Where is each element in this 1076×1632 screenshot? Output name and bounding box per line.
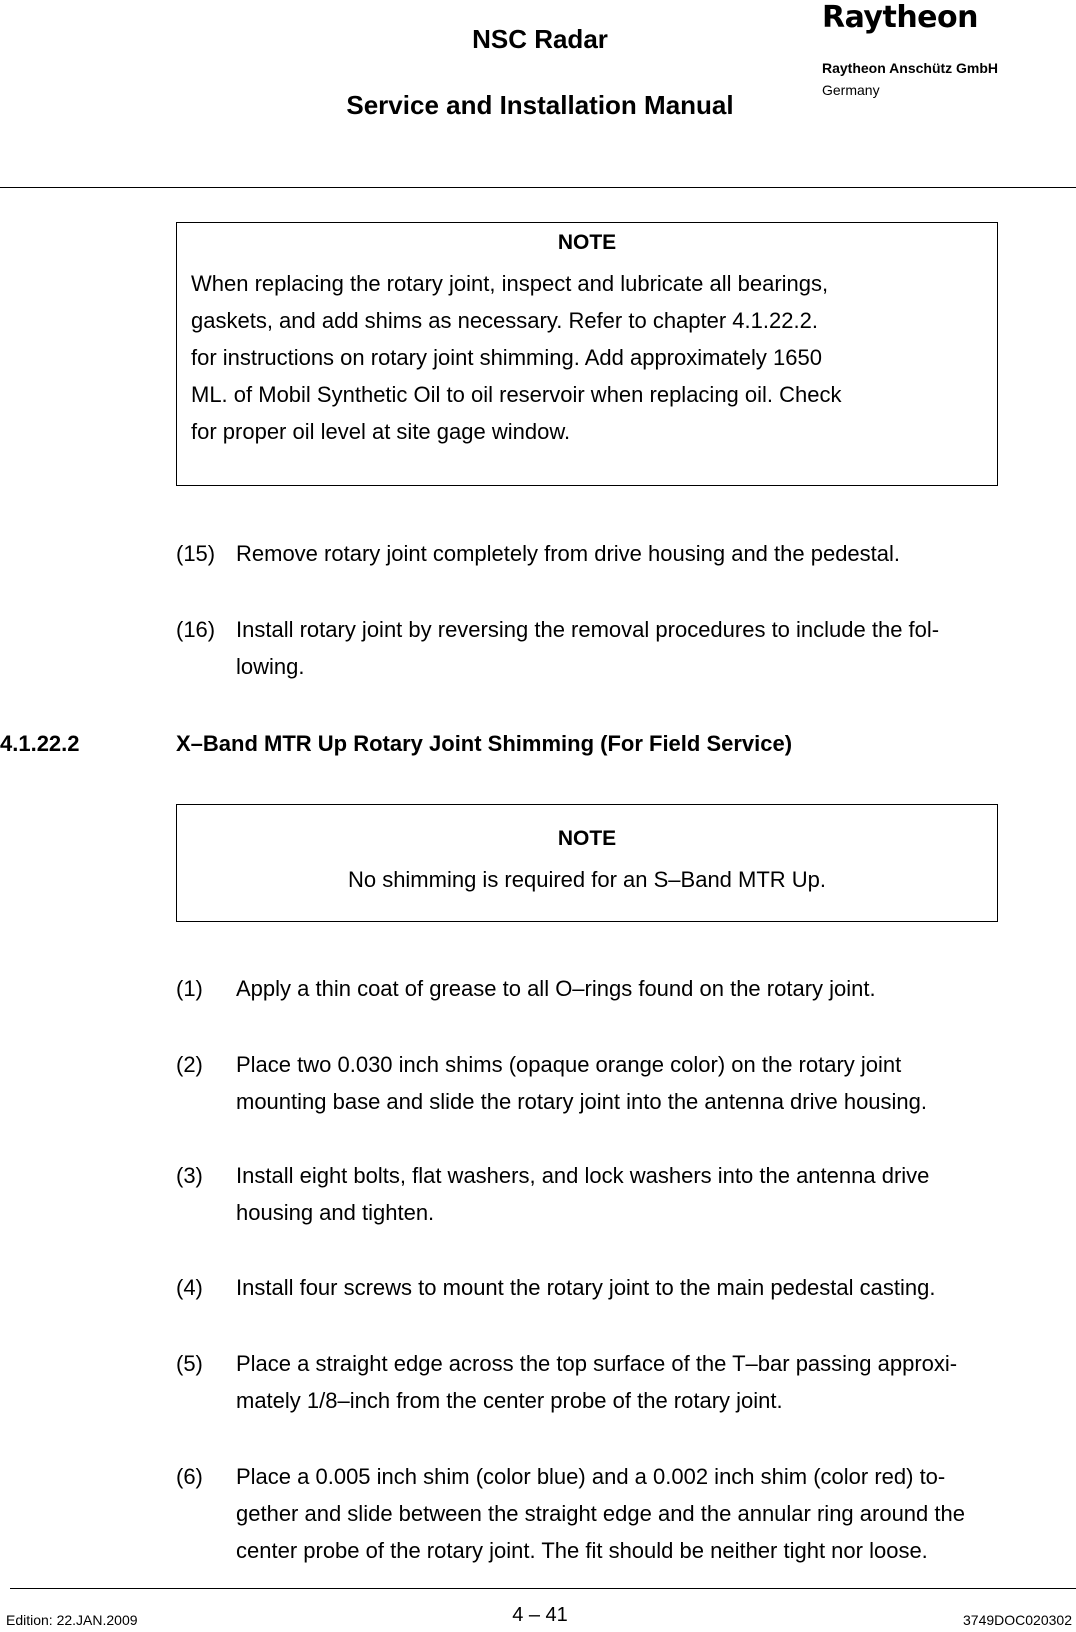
- note-line: When replacing the rotary joint, inspect and lubricate all bearings,: [191, 271, 829, 296]
- section-title: X–Band MTR Up Rotary Joint Shimming (For Field Service): [176, 731, 793, 756]
- document-subtitle: Service and Installation Manual: [346, 90, 734, 120]
- step-number: (1): [176, 976, 203, 1001]
- note-heading: NOTE: [557, 827, 617, 850]
- step-line: mately 1/8–inch from the center probe of the rotary joint.: [236, 1388, 783, 1413]
- step-line: housing and tighten.: [236, 1200, 435, 1225]
- step-line: Install rotary joint by reversing the removal procedures to include the fol-: [236, 617, 940, 642]
- note-box-rotary-joint: [176, 222, 998, 486]
- footer-divider: [10, 1588, 1076, 1589]
- note-box-s-band: [176, 804, 998, 922]
- step-number: (15): [176, 541, 216, 566]
- note-line: for instructions on rotary joint shimming. Add approximately 1650: [191, 345, 822, 370]
- edition-date: Edition: 22.JAN.2009: [6, 1612, 138, 1628]
- note-body: [191, 265, 991, 450]
- note-heading: NOTE: [557, 231, 617, 254]
- step-line: Remove rotary joint completely from drive housing and the pedestal.: [236, 541, 901, 566]
- note-line: for proper oil level at site gage window.: [191, 419, 571, 444]
- step-line: Place a straight edge across the top surface of the T–bar passing approxi-: [236, 1351, 958, 1376]
- step-line: Place two 0.030 inch shims (opaque orange color) on the rotary joint: [236, 1052, 902, 1077]
- step-number: (3): [176, 1163, 203, 1188]
- step-line: mounting base and slide the rotary joint into the antenna drive housing.: [236, 1089, 928, 1114]
- section-number: 4.1.22.2: [0, 731, 80, 756]
- step-number: (5): [176, 1351, 203, 1376]
- step-line: gether and slide between the straight edge and the annular ring around the: [236, 1501, 965, 1526]
- step-line: Install eight bolts, flat washers, and lock washers into the antenna drive: [236, 1163, 930, 1188]
- step-line: Place a 0.005 inch shim (color blue) and a 0.002 inch shim (color red) to-: [236, 1464, 946, 1489]
- document-title: NSC Radar: [472, 24, 608, 54]
- step-text: [236, 970, 1072, 1007]
- step-text: [236, 535, 1072, 572]
- step-line: Apply a thin coat of grease to all O–rings found on the rotary joint.: [236, 976, 876, 1001]
- step-text: [236, 1458, 1072, 1569]
- step-number: (4): [176, 1275, 203, 1300]
- step-line: center probe of the rotary joint. The fit should be neither tight nor loose.: [236, 1538, 928, 1563]
- raytheon-logo: Raytheon: [822, 0, 978, 35]
- step-number: (6): [176, 1464, 203, 1489]
- step-text: [236, 611, 1072, 685]
- step-line: Install four screws to mount the rotary joint to the main pedestal casting.: [236, 1275, 936, 1300]
- note-body: No shimming is required for an S–Band MTR Up.: [347, 867, 827, 892]
- header-divider: [0, 187, 1076, 188]
- note-line: gaskets, and add shims as necessary. Refer to chapter 4.1.22.2.: [191, 308, 818, 333]
- step-text: [236, 1269, 1072, 1306]
- step-text: [236, 1157, 1072, 1231]
- company-country: Germany: [822, 82, 880, 98]
- step-number: (16): [176, 617, 216, 642]
- step-text: [236, 1345, 1072, 1419]
- step-number: (2): [176, 1052, 203, 1077]
- step-line: lowing.: [236, 654, 305, 679]
- document-id: 3749DOC020302: [963, 1612, 1072, 1628]
- company-name: Raytheon Anschütz GmbH: [822, 60, 999, 76]
- note-line: ML. of Mobil Synthetic Oil to oil reservoir when replacing oil. Check: [191, 382, 842, 407]
- page-number: 4 – 41: [512, 1604, 568, 1626]
- step-text: [236, 1046, 1072, 1120]
